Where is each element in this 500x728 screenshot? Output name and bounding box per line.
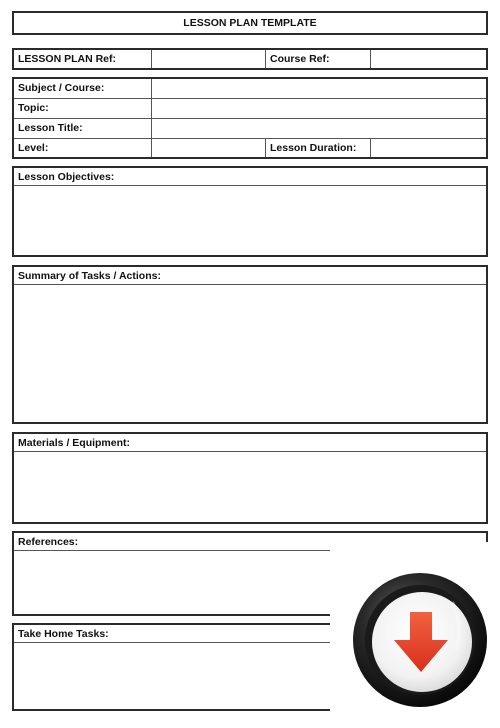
lesson-objectives-section[interactable] [12,166,488,257]
references-label: References: [14,533,486,551]
summary-of-tasks-section[interactable] [12,265,488,424]
level-field[interactable] [152,139,265,157]
download-button[interactable] [352,572,488,711]
arrow-down-icon [352,572,488,708]
divider [370,50,371,68]
document-title [12,11,488,35]
lesson-info-table [12,77,488,159]
course-ref-label: Course Ref: [270,53,330,65]
subject-course-field[interactable] [152,79,486,98]
lesson-objectives-label: Lesson Objectives: [14,168,486,186]
lesson-duration-label: Lesson Duration: [270,142,357,154]
materials-equipment-label: Materials / Equipment: [14,434,486,452]
summary-of-tasks-label: Summary of Tasks / Actions: [14,267,486,285]
lesson-title-label: Lesson Title: [18,122,83,134]
subject-course-label: Subject / Course: [18,82,105,94]
topic-field[interactable] [152,99,486,118]
level-label: Level: [18,142,49,154]
topic-label: Topic: [18,102,49,114]
lesson-duration-field[interactable] [371,139,486,157]
lesson-plan-ref-label: LESSON PLAN Ref: [18,53,117,65]
materials-equipment-section[interactable] [12,432,488,524]
take-home-tasks-label: Take Home Tasks: [14,625,486,643]
ref-row [12,48,488,70]
document-title-text: LESSON PLAN TEMPLATE [183,17,317,29]
divider [151,50,152,68]
lesson-title-field[interactable] [152,119,486,138]
